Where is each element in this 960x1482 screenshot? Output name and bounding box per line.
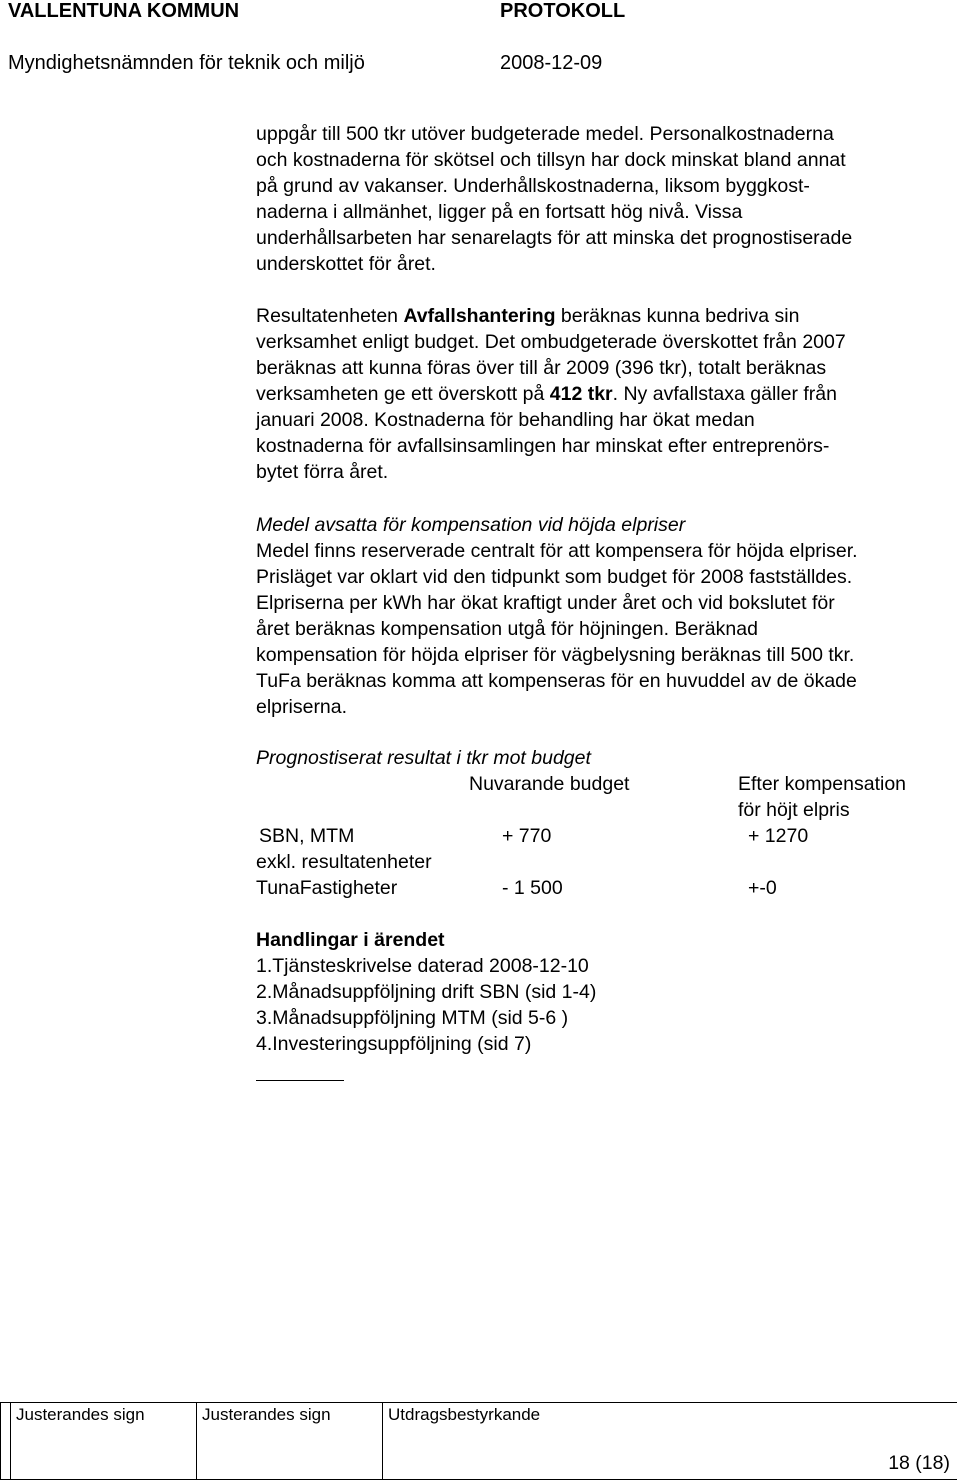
table-cell-budget: + 770 bbox=[502, 825, 552, 847]
footer-extract: Utdragsbestyrkande bbox=[388, 1405, 541, 1424]
paragraph-avfall bbox=[256, 303, 956, 485]
col-header-comp-2: för höjt elpris bbox=[738, 799, 850, 821]
col-header-comp: Efter kompensation bbox=[738, 773, 907, 795]
footer-divider bbox=[196, 1402, 197, 1480]
text-line: verksamhet enligt budget. Det ombudgeterade överskottet från 2007 bbox=[256, 331, 846, 353]
list-item: 2.Månadsuppföljning drift SBN (sid 1-4) bbox=[256, 981, 597, 1003]
text-line: på grund av vakanser. Underhållskostnaderna, liksom byggkost- bbox=[256, 175, 810, 197]
table-cell-comp: +-0 bbox=[748, 877, 777, 899]
text-line: och kostnaderna för skötsel och tillsyn har dock minskat bland annat bbox=[256, 149, 846, 171]
text-line: underhållsarbeten har senarelagts för att minska det prognostiserade bbox=[256, 227, 853, 249]
text-span: beräknas kunna bedriva sin bbox=[555, 305, 800, 327]
avfall-unit-name: Avfallshantering bbox=[403, 305, 556, 327]
table-row-label: SBN, MTM bbox=[259, 825, 355, 847]
text-line: elpriserna. bbox=[256, 696, 348, 718]
text-line: året beräknas kompensation utgå för höjningen. Beräknad bbox=[256, 618, 758, 640]
text-line: naderna i allmänhet, ligger på en fortsatt hög nivå. Vissa bbox=[256, 201, 743, 223]
end-rule bbox=[256, 1080, 344, 1081]
section-elpris bbox=[256, 512, 956, 720]
meeting-date: 2008-12-09 bbox=[500, 52, 603, 74]
prognos-heading: Prognostiserat resultat i tkr mot budget bbox=[256, 747, 591, 769]
text-line: beräknas att kunna föras över till år 2009 (396 tkr), totalt beräknas bbox=[256, 357, 827, 379]
text-line bbox=[256, 381, 956, 407]
col-header-budget: Nuvarande budget bbox=[469, 773, 630, 795]
text-line: uppgår till 500 tkr utöver budgeterade medel. Personalkostnaderna bbox=[256, 123, 834, 145]
table-cell-budget: - 1 500 bbox=[502, 877, 563, 899]
text-line: Medel finns reserverade centralt för att kompensera för höjda elpriser. bbox=[256, 540, 858, 562]
footer-divider bbox=[10, 1402, 11, 1480]
table-row-label: exkl. resultatenheter bbox=[256, 851, 432, 873]
text-line: Prisläget var oklart vid den tidpunkt som budget för 2008 fastställdes. bbox=[256, 566, 853, 588]
footer-sign-1: Justerandes sign bbox=[16, 1405, 145, 1424]
page-number: 18 (18) bbox=[888, 1452, 950, 1474]
section-heading: Medel avsatta för kompensation vid höjda elpriser bbox=[256, 514, 686, 536]
text-line: kostnaderna för avfallsinsamlingen har minskat efter entreprenörs- bbox=[256, 435, 830, 457]
list-item: 4.Investeringsuppföljning (sid 7) bbox=[256, 1033, 532, 1055]
text-line: bytet förra året. bbox=[256, 461, 389, 483]
surplus-amount: 412 tkr bbox=[549, 383, 613, 405]
paragraph-budget bbox=[256, 121, 956, 277]
text-line bbox=[256, 303, 956, 329]
text-span: verksamheten ge ett överskott på bbox=[256, 383, 550, 405]
text-line: januari 2008. Kostnaderna för behandling har ökat medan bbox=[256, 409, 755, 431]
list-item: 3.Månadsuppföljning MTM (sid 5-6 ) bbox=[256, 1007, 569, 1029]
text-line: underskottet för året. bbox=[256, 253, 436, 275]
list-item: 1.Tjänsteskrivelse daterad 2008-12-10 bbox=[256, 955, 589, 977]
text-span: Resultatenheten bbox=[256, 305, 404, 327]
footer-divider bbox=[382, 1402, 383, 1480]
org-name: VALLENTUNA KOMMUN bbox=[8, 0, 240, 22]
table-cell-comp: + 1270 bbox=[748, 825, 809, 847]
handlingar-heading: Handlingar i ärendet bbox=[256, 929, 445, 951]
text-line: kompensation för höjda elpriser för vägbelysning beräknas till 500 tkr. bbox=[256, 644, 855, 666]
text-line: TuFa beräknas komma att kompenseras för en huvuddel av de ökade bbox=[256, 670, 857, 692]
text-line: Elpriserna per kWh har ökat kraftigt under året och vid bokslutet för bbox=[256, 592, 835, 614]
text-span: . Ny avfallstaxa gäller från bbox=[612, 383, 837, 405]
table-row-label: TunaFastigheter bbox=[256, 877, 398, 899]
committee-name: Myndighetsnämnden för teknik och miljö bbox=[8, 52, 365, 74]
doc-type: PROTOKOLL bbox=[500, 0, 626, 22]
footer-sign-2: Justerandes sign bbox=[202, 1405, 331, 1424]
